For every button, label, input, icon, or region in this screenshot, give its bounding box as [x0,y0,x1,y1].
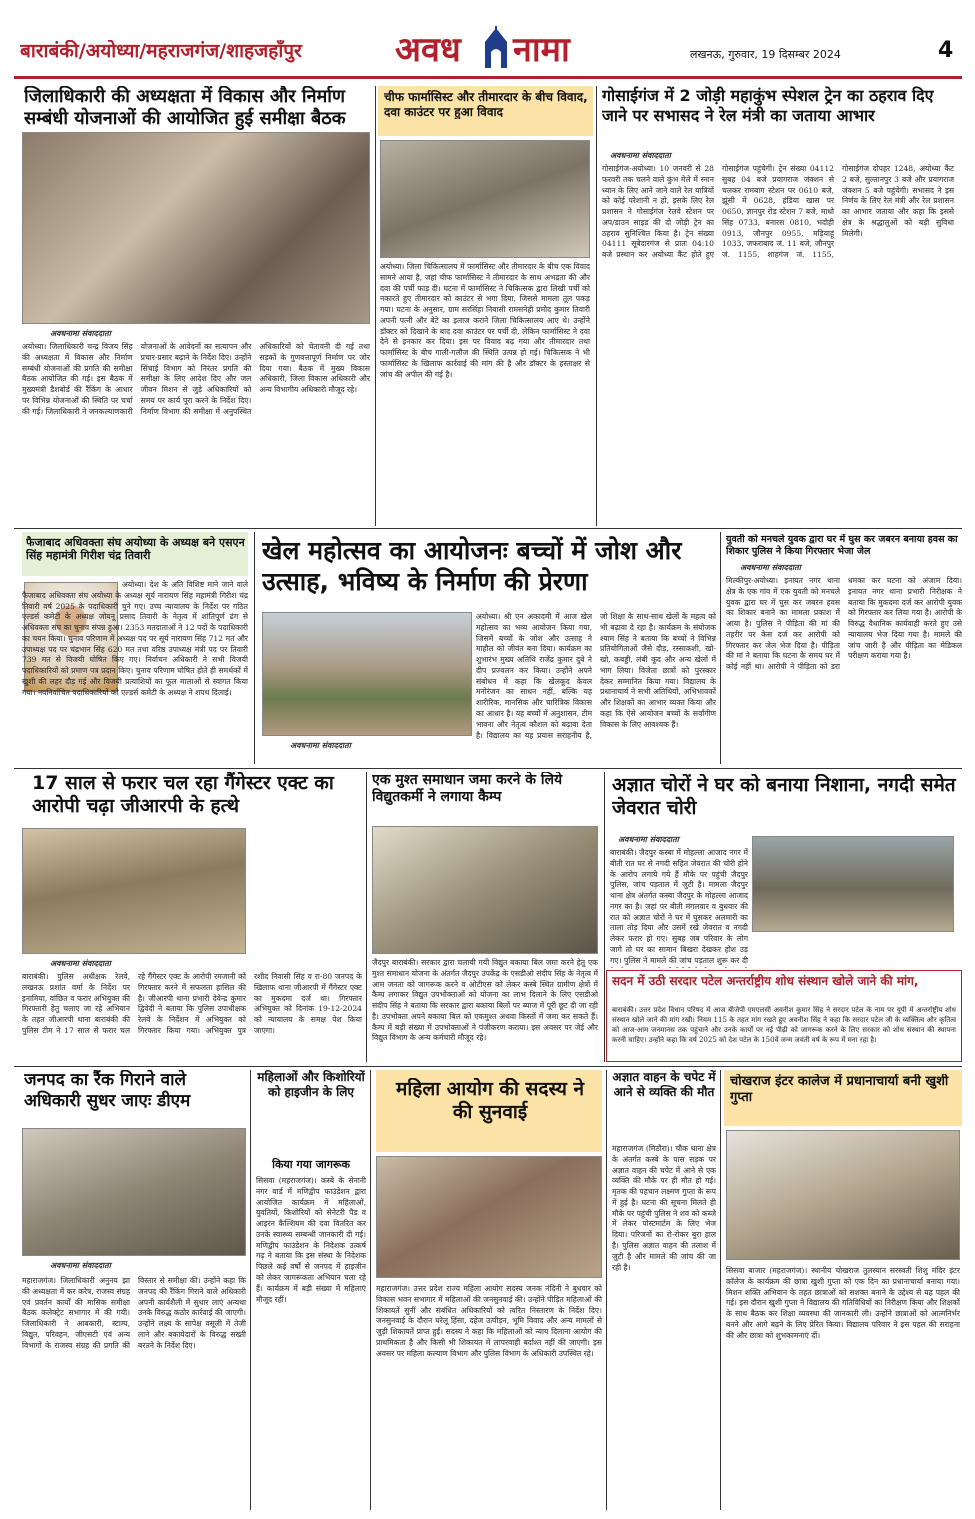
body-district-rank: महाराजगंज। जिलाधिकारी अनुनय झा की अध्यक्षता में कर करेत्र, राजस्व संग्रह एवं प्रवर्तन कार्यों की मासिक समीक्षा बैठक कलेक्ट्रेट सभागार में की गयी। जिलाधिकारी ने आबकारी, स्टाम्प, विद्युत, परिवहन, जीएसटी एवं अन्य विभागों के राजस्व संग्रह की प्रगति की विस्तार से समीक्षा की। उन्होंने कहा कि जनपद की रैंकिंग गिराने वाले अधिकारी अपनी कार्यशैली में सुधार लाएं अन्यथा उनके विरुद्ध कठोर कार्रवाई की जाएगी। उन्होंने लक्ष्य के सापेक्ष वसूली में तेजी लाने और बकायेदारों के विरुद्ध सख्ती बरतने के निर्देश दिए। [22,1276,246,1350]
column-rule [606,1070,607,1510]
headline-sports-festival: खेल महोत्सव का आयोजनः बच्चों में जोश और उत्साह, भविष्य के निर्माण की प्रेरणा [262,536,682,596]
headline-youth-case: युवती को मनचले युवक द्वारा घर में घुस कर जबरन बनाया हवस का शिकार पुलिस ने किया गिरफ्तार भेजा जेल [726,534,958,557]
photo-sports-festival [262,612,472,736]
photo-pharmacist-dispute [380,140,590,258]
photo-chokhraj-principal [726,1130,960,1260]
body-dm-review: अयोध्या। जिलाधिकारी चन्द्र विजय सिंह की अध्यक्षता में विकास और निर्माण सम्बंधी योजनाओं की प्रगति की समीक्षा बैठक आयोजित की गई। इस बैठक में मुख्यमंत्री डैशबोर्ड की रैंकिंग के आधार पर विभिन्न योजनाओं की स्थिति पर चर्चा की गई। जिलाधिकारी ने जनकल्याणकारी योजनाओं के आवेदनों का सत्यापन और प्रचार-प्रसार बढ़ाने के निर्देश दिए। उन्होंने सिंचाई विभाग को निरंतर प्रगति की समीक्षा के लिए आदेश दिए और जल जीवन मिशन से जुड़े अधिकारियों को समय पर कार्य पूरा करने के निर्देश दिए। निर्माण विभाग की समीक्षा में अनुपस्थित अधिकारियों को चेतावनी दी गई तथा सड़कों के गुणवत्तापूर्ण निर्माण पर जोर दिया गया। बैठक में मुख्य विकास अधिकारी, जिला विकास अधिकारी और अन्य विभागीय अधिकारी मौजूद रहे। [22,342,370,416]
body-hygiene: सिसवा (महराजगंज)। कस्बे के सेनानी नगर वार्ड में मणिद्वीप फाउंडेशन द्वारा आयोजित कार्यक्रम में महिलाओं, युवतियों, किशोरियों को सेनेटरी पैड व आइरन कैल्शियम की दवा वितरित कर उनके स्वास्थ्य सम्बन्धी जानकारी दी गई। मणिद्वीप फाउंडेशन के निदेशक उत्कर्ष गढ़ ने बताया कि इस संस्था के निदेशक पिछले कई वर्षों से जनपद में हाइजीन को लेकर जागरूकता अभियान चला रहे हैं। कार्यक्रम में बड़ी संख्या में महिलाएं मौजूद रहीं। [256,1176,366,1304]
byline-gangster: अवधनामा संवाददाता [50,958,111,968]
body-women-commission: महाराजगंज। उत्तर प्रदेश राज्य महिला आयोग सदस्य जनक नंदिनी ने बुधवार को विकास भवन सभागार में महिलाओं की जनसुनवाई की। उन्होंने पीड़ित महिलाओं की शिकायतें सुनीं और संबंधित अधिकारियों को त्वरित निस्तारण के निर्देश दिए। जनसुनवाई के दौरान घरेलू हिंसा, दहेज उत्पीड़न, भूमि विवाद और अन्य मामलों से जुड़ी शिकायतें प्राप्त हुईं। सदस्य ने कहा कि महिलाओं को न्याय दिलाना आयोग की प्राथमिकता है और किसी भी शिकायत में लापरवाही बर्दाश्त नहीं की जाएगी। इस अवसर पर महिला कल्याण विभाग और पुलिस विभाग के अधिकारी उपस्थित रहे। [376,1284,602,1358]
body-accident: महाराजगंज (मिठौरा)। चौक थाना क्षेत्र के अंतर्गत कस्बे के पास सड़क पर अज्ञात वाहन की चपेट में आने से एक व्यक्ति की मौके पर ही मौत हो गई। मृतक की पहचान लक्ष्मण गुप्ता के रूप में हुई है। घटना की सूचना मिलते ही मौके पर पहुंची पुलिस ने शव को कब्जे में लेकर पोस्टमार्टम के लिए भेज दिया। परिजनों का रो-रोकर बुरा हाल है। पुलिस अज्ञात वाहन की तलाश में जुटी है और मामले की जांच की जा रही है। [612,1144,716,1272]
byline-sports-festival: अवधनामा संवाददाता [290,740,351,750]
byline-dm-review: अवधनामा संवाददाता [50,328,111,338]
photo-theft-house [752,836,954,932]
body-youth-case: मिल्कीपुर-अयोध्या। इनायत नगर थाना क्षेत्र के एक गांव में एक युवती को मनचले युवक द्वारा घर में घुस कर जबरन हवस का शिकार बनाने का मामला प्रकाश में आया है। पुलिस ने पीड़िता की मां की तहरीर पर केस दर्ज कर आरोपी को गिरफ्तार कर जेल भेज दिया है। पीड़िता की मां ने बताया कि घटना के समय घर में कोई नहीं था। आरोपी ने पीड़िता को डरा धमका कर घटना को अंजाम दिया। इनायत नगर थाना प्रभारी निरीक्षक ने बताया कि मुकदमा दर्ज कर आरोपी युवक को गिरफ्तार कर लिया गया है। आरोपी के विरुद्ध वैधानिक कार्यवाही करते हुए उसे न्यायालय भेज दिया गया है। मामले की जांच जारी है और पीड़िता का मेडिकल परीक्षण कराया गया है। [726,576,962,672]
masthead-logo-nama: नामा [513,30,570,70]
headline-dm-review: जिलाधिकारी की अध्यक्षता में विकास और निर्माण सम्बंधी योजनाओं की आयोजित हुई समीक्षा बैठक [24,86,346,129]
column-rule [720,532,721,764]
byline-train-stop: अवधनामा संवाददाता [610,150,671,160]
photo-district-meeting [22,1128,246,1256]
photo-gangster-arrest [22,828,246,954]
masthead-logo [395,26,605,74]
body-pharmacist: अयोध्या। जिला चिकित्सालय में फार्मासिस्ट और तीमारदार के बीच एक विवाद सामने आया है, जहां चीफ फार्मासिस्ट ने तीमारदार के साथ अभद्रता की और दवा की पर्ची फाड़ दी। घटना में फार्मासिस्ट ने चिकित्सक द्वारा लिखी पर्ची को नकारते हुए तीमारदार को काउंटर से भगा दिया, जिससे मामला तूल पकड़ गया। घटना के अनुसार, ग्राम सरसिंहा निवासी रामसनेही प्रमोद कुमार तिवारी अपनी पत्नी और बेटे का इलाज कराने जिला चिकित्सालय आए थे। उन्होंने डॉक्टर को दिखाने के बाद दवा काउंटर पर पर्ची दी, लेकिन फार्मासिस्ट ने दवा देने से इनकार कर दिया। इस पर विवाद बढ़ गया और तीमारदार तथा फार्मासिस्ट के बीच गाली-गलौज की स्थिति उत्पन्न हो गई। चिकित्सक ने भी फार्मासिस्ट के खिलाफ कार्रवाई की मांग की है और डॉक्टर के हस्ताक्षर से जांच की अपील की गई है। [380,262,590,379]
body-faizabad-union: अयोध्या। देश के अति विशिष्ट माने जाने वाले फैजाबाद अधिवक्ता संघ अयोध्या के अध्यक्ष सूर्य नारायण सिंह महामंत्री गिरीश चंद्र तिवारी वर्ष 2025 के पदाधिकारी चुने गए। उच्च न्यायालय के निर्देश पर गठित एल्डर्स कमेटी के अध्यक्ष जोयनू प्रसाद तिवारी के नेतृत्व में शांतिपूर्ण ढंग से अधिवक्ता संघ का चुनाव संपन्न हुआ। 2353 मतदाताओं ने 12 पदों के पदाधिकारी का चयन किया। चुनाव परिणाम में अध्यक्ष पद पर सूर्य नारायण सिंह 712 मत और उपाध्यक्ष पद पर चंद्रभान सिंह 620 मत तथा वरिष्ठ उपाध्यक्ष मंत्री पद पर तिवारी 739 मत से विजयी घोषित किए गए। निर्वाचन अधिकारी ने सभी विजयी पदाधिकारियों को प्रमाण पत्र प्रदान किए। चुनाव परिणाम घोषित होते ही समर्थकों में खुशी की लहर दौड़ गई और विजयी प्रत्याशियों का फूल मालाओं से स्वागत किया गया। नवनिर्वाचित पदाधिकारियों को एल्डर्स कमेटी के अध्यक्ष ने शपथ दिलाई। [22,580,248,697]
temple-icon [481,26,511,74]
byline-youth-case: अवधनामा संवाददाता [740,562,801,572]
column-rule [254,532,255,764]
photo-women-commission [376,1156,602,1278]
headline-pharmacist: चीफ फार्मासिस्ट और तीमारदार के बीच विवाद, दवा काउंटर पर हुआ विवाद [384,90,588,119]
body-sardar-patel: बाराबंकी। उत्तर प्रदेश विधान परिषद में आज बीजेपी एमएलसी अवनीश कुमार सिंह ने सरदार पटेल के नाम पर यूपी में अन्तर्राष्ट्रीय शोध संस्थान खोले जाने की मांग रखी। नियम 115 के तहत मांग रखते हुए अवनीश सिंह ने कहा कि सरदार पटेल जी के व्यक्तित्व और कृतित्व को आज-आम जनमानस तक पहुंचाने और उनके कार्यों पर नई पीढ़ी को जागरूक करने के लिए सरकार को शोध संस्थान की स्थापना करनी चाहिए। उन्होंने कहा कि वर्ष 2025 को देश पटेल के 150वें जन्म जयंती वर्ष के रूप में मना रहा है। [612,1006,956,1044]
page-number: 4 [938,38,954,63]
masthead [0,0,975,82]
headline-district-rank: जनपद का रैंक गिराने वाले अधिकारी सुधर जाएः डीएम [24,1070,191,1111]
headline-theft: अज्ञात चोरों ने घर को बनाया निशाना, नगदी समेत जेवरात चोरी [612,774,956,820]
body-sports-festival: अयोध्या। श्री एन अकादमी में आज खेल महोत्सव का भव्य आयोजन किया गया, जिसमें बच्चों के जोश और उत्साह ने माहौल को जीवंत बना दिया। कार्यक्रम का शुभारंभ मुख्य अतिथि राजेंद्र कुमार दुबे ने दीप प्रज्वलन कर किया। उन्होंने अपने संबोधन में कहा कि खेलकूद केवल मनोरंजन का साधन नहीं, बल्कि यह शारीरिक, मानसिक और चारित्रिक विकास का आधार है। यह बच्चों में अनुशासन, टीम भावना और नेतृत्व कौशल को बढ़ावा देता है। विद्यालय का यह प्रयास सराहनीय है, जो शिक्षा के साथ-साथ खेलों के महत्व को भी बढ़ावा दे रहा है। कार्यक्रम के संयोजक श्याम सिंह ने बताया कि बच्चों ने विभिन्न प्रतियोगिताओं जैसे दौड़, रस्साकशी, खो-खो, कबड्डी, लंबी कूद और अन्य खेलों में भाग लिया। विजेता छात्रों को पुरस्कार देकर सम्मानित किया गया। विद्यालय के प्रधानाचार्य ने सभी अतिथियों, अभिभावकों और शिक्षकों का आभार व्यक्त किया और कहा कि ऐसे आयोजन बच्चों के सर्वांगीण विकास के लिए आवश्यक हैं। [476,612,716,740]
column-rule [375,86,376,526]
kicker-hygiene: महिलाओं और किशोरियों को हाइजीन के लिए [257,1070,365,1099]
body-gangster: बाराबंकी। पुलिस अधीक्षक रेलवे, लखनऊ प्रशांत वर्मा के निर्देश पर इनामिया, वांछित व फरार अभियुक्त की गिरफ्तारी हेतु चलाए जा रहे अभियान के तहत जीआरपी थाना बाराबंकी की पुलिस टीम ने 17 साल से फरार चल रहे गैंगेस्टर एक्ट के आरोपी रमजानी को गिरफ्तार करने में सफलता हासिल की है। जीआरपी थाना प्रभारी देवेन्द्र कुमार द्विवेदी ने बताया कि पुलिस उपाधीक्षक रेलवे के निर्देशन में अभियुक्त को गिरफ्तार किया गया। अभियुक्त पुत्र रशीद निवासी सिंह व रा-80 जनपद के खिलाफ थाना जीआरपी में गैंगेस्टर एक्ट का मुकदमा दर्ज था। गिरफ्तार अभियुक्त को दिनांक 19-12-2024 को न्यायालय के समक्ष पेश किया जाएगा। [22,972,362,1035]
headline-train-stop: गोसाईगंज में 2 जोड़ी महाकुंभ स्पेशल ट्रेन का ठहराव दिए जाने पर सभासद ने रेल मंत्री का जताया आभार [602,86,934,125]
headline-gangster: 17 साल से फरार चल रहा गैंगेस्टर एक्ट का आरोपी चढ़ा जीआरपी के हत्थे [32,772,334,818]
masthead-dateline: लखनऊ, गुरुवार, 19 दिसम्बर 2024 [690,48,841,61]
photo-electricity-camp [372,826,598,954]
headline-accident: अज्ञात वाहन के चपेट में आने से व्यक्ति की मौत [612,1070,716,1099]
body-electricity-camp: जैदपुर बाराबंकी। सरकार द्वारा चलायी गयी विद्युत बकाया बिल जमा करने हेतु एक मुश्त समाधान योजना के अंतर्गत जैदपुर उपकेंद्र के एसडीओ संदीप सिंह के नेतृत्व में आम जनता को जागरूक करने व ओटीएस को लेकर कस्बे स्थित ग्रामीण क्षेत्रों में कैम्प लगाकर विद्युत उपभोक्ताओं को योजना का लाभ दिलाने के लिए एसडीओ संदीप सिंह ने बताया कि सरकार द्वारा बकाया बिलों पर ब्याज में पूरी छूट दी जा रही है। उपभोक्ता अपने बकाया बिल को एकमुश्त अथवा किस्तों में जमा कर सकते हैं। कैम्प में बड़ी संख्या में उपभोक्ताओं ने पंजीकरण कराया। इस अवसर पर जेई और विद्युत विभाग के अन्य कर्मचारी मौजूद रहे। [372,958,598,1043]
column-rule [250,1070,251,1510]
row-rule [14,1066,962,1067]
row-rule [14,528,962,529]
column-rule [596,86,597,526]
row-rule [14,768,962,769]
masthead-logo-awadh: अवध [395,30,461,70]
headline-women-commission: महिला आयोग की सदस्य ने की सुनवाई [395,1078,585,1124]
headline-chokhraj-college: चोखराज इंटर कालेज में प्रधानाचार्या बनी खुशी गुप्ता [730,1074,949,1105]
body-theft: बाराबंकी। जैदपुर कस्बा में मोहल्ला आजाद नगर में बीती रात घर से नगदी सहित जेवरात की चोरी होने के आरोप लगाये गये हैं मौके पर पहुंची जैदपुर पुलिस, जांच पड़ताल में जुटी है। मामला जैदपुर थाना क्षेत्र अंतर्गत कस्बा जैदपुर के मोहल्ला आजाद नगर का है। जहां पर बीती मंगलवार व बुधवार की रात को अज्ञात चोरों ने घर में घुसकर अलमारी का ताला तोड़ दिया और उसमें रखे जेवरात व नगदी लेकर फरार हो गए। सुबह जब परिवार के लोग जागे तो घर का सामान बिखरा देखकर होश उड़ गए। पुलिस ने मामले की जांच पड़ताल शुरू कर दी [610,848,748,965]
masthead-districts: बाराबंकी/अयोध्या/महराजगंज/शाहजहाँपुर [20,40,302,62]
body-chokhraj-college: सिसवा बाजार (महराजगंज)। स्थानीय चोखराज तुलस्यान सरस्वती शिशु मंदिर इंटर कॉलेज के कार्यक्रम की छात्रा खुशी गुप्ता को एक दिन का प्रधानाचार्या बनाया गया। मिशन शक्ति अभियान के तहत छात्राओं को सशक्त बनाने के उद्देश्य से यह पहल की गई। इस दौरान खुशी गुप्ता ने विद्यालय की गतिविधियों का निरीक्षण किया और शिक्षकों के साथ बैठक कर शिक्षा व्यवस्था की जानकारी ली। उन्होंने छात्राओं को आत्मनिर्भर बनने और आगे बढ़ने के लिए प्रेरित किया। विद्यालय परिवार ने इस पहल की सराहना की और छात्रा को शुभकामनाएं दीं। [726,1266,960,1340]
photo-dm-meeting [22,132,370,324]
headline-faizabad-union: फैजाबाद अधिवक्ता संघ अयोध्या के अध्यक्ष बने एसएन सिंह महामंत्री गिरीश चंद्र तिवारी [26,536,245,563]
column-rule [370,1070,371,1510]
byline-district-rank: अवधनामा संवाददाता [50,1260,111,1270]
byline-theft: अवधनामा संवाददाता [618,834,679,844]
headline-electricity-camp: एक मुश्त समाधान जमा करने के लिये विद्युतकर्मी ने लगाया कैम्प [372,772,563,806]
headline-sardar-patel: सदन में उठी सरदार पटेल अन्तर्राष्ट्रीय शोध संस्थान खोले जाने की मांग, [612,974,919,988]
column-rule [366,772,367,1062]
body-train-stop: गोसाईगंज-अयोध्या। 10 जनवरी से 28 फरवरी तक चलने वाले कुंभ मेले में स्नान ध्यान के लिए आने जाने वाले रेल यात्रियों को कोई परेशानी न हो, इसके लिए रेल प्रशासन ने गोसाईगंज रेलवे स्टेशन पर अप/डाउन साइड की दो जोड़ी ट्रेन का ठहराव सुनिश्चित किया है। ट्रेन संख्या 04111 सूबेदारगंज से प्रातः 04:10 बजे प्रस्थान कर अयोध्या कैंट होते हुए गोसाईगंज पहुंचेगी। ट्रेन संख्या 04112 सुबह 04 बजे प्रयागराज जंक्शन से चलकर रामबाग स्टेशन पर 0610 बजे, झूंसी में 0628, हंडिया खास पर 0650, ज्ञानपुर रोड स्टेशन 7 बजे, माधो सिंह 0733, बनारस 0810, भदोही 0913, जौनपुर 0955, मड़ियाहूं 1033, जफराबाद जं. 11 बजे, जौनपुर जं. 1155, शाहगंज जं. 1155, गोसाईगंज दोपहर 1248, अयोध्या कैंट 2 बजे, सुल्तानपुर 3 बजे और प्रयागराज जंक्शन 5 बजे पहुंचेगी। सभासद ने इस निर्णय के लिए रेल मंत्री और रेल प्रशासन का आभार जताया और कहा कि इससे क्षेत्र के श्रद्धालुओं को बड़ी सुविधा मिलेगी। [602,164,954,260]
column-rule [604,772,605,1062]
column-rule [720,1070,721,1510]
headline-hygiene: किया गया जागरूक [272,1158,350,1171]
masthead-rule [14,76,962,79]
